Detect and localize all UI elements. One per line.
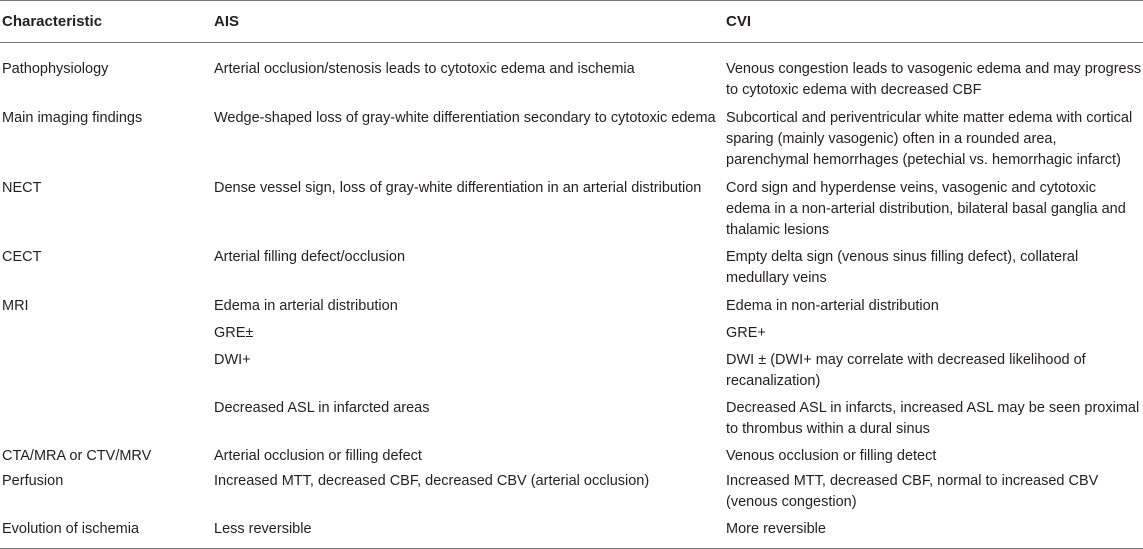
row-characteristic: Main imaging findings bbox=[2, 110, 143, 126]
header-ais: AIS bbox=[214, 1, 726, 43]
table-row bbox=[0, 317, 1143, 344]
table-header bbox=[0, 1, 1143, 43]
table-row bbox=[0, 43, 1143, 102]
row-ais: Decreased ASL in infarcted areas bbox=[214, 400, 430, 416]
table-row bbox=[0, 467, 1143, 515]
row-ais: GRE± bbox=[214, 325, 254, 341]
row-characteristic bbox=[0, 317, 214, 344]
row-cvi: Empty delta sign (venous sinus filling defect), collateral medullary veins bbox=[726, 249, 1079, 286]
row-ais: Dense vessel sign, loss of gray-white differentiation in an arterial distribution bbox=[214, 180, 702, 196]
row-ais: Arterial occlusion or filling defect bbox=[214, 448, 422, 464]
header-characteristic: Characteristic bbox=[0, 1, 214, 43]
row-characteristic: MRI bbox=[2, 298, 29, 314]
row-characteristic: CTA/MRA or CTV/MRV bbox=[2, 448, 152, 464]
row-ais: Arterial occlusion/stenosis leads to cytotoxic edema and ischemia bbox=[214, 61, 635, 77]
row-cvi: Decreased ASL in infarcts, increased ASL may be seen proximal to thrombus within a dural sinus bbox=[726, 400, 1140, 437]
row-ais: Increased MTT, decreased CBF, decreased CBV (arterial occlusion) bbox=[214, 473, 650, 489]
table-row bbox=[0, 392, 1143, 440]
row-cvi: Subcortical and periventricular white matter edema with cortical sparing (mainly vasogenic) often in a rounded area, parenchymal hemorrhages (petechial vs. hemorrhagic infarct) bbox=[726, 110, 1133, 168]
header-cvi: CVI bbox=[726, 1, 1143, 43]
table-row bbox=[0, 241, 1143, 290]
row-ais: Wedge-shaped loss of gray-white differentiation secondary to cytotoxic edema bbox=[214, 110, 716, 126]
row-characteristic bbox=[0, 344, 214, 392]
row-ais: DWI+ bbox=[214, 352, 251, 368]
table-row bbox=[0, 171, 1143, 241]
row-cvi: Venous occlusion or filling detect bbox=[726, 448, 937, 464]
row-characteristic bbox=[0, 392, 214, 440]
row-characteristic: Perfusion bbox=[2, 473, 64, 489]
row-ais: Arterial filling defect/occlusion bbox=[214, 249, 406, 265]
row-cvi: Venous congestion leads to vasogenic edema and may progress to cytotoxic edema with decreased CBF bbox=[726, 61, 1142, 98]
table-row bbox=[0, 101, 1143, 171]
row-cvi: DWI ± (DWI+ may correlate with decreased likelihood of recanalization) bbox=[726, 352, 1086, 389]
table-body bbox=[0, 43, 1143, 549]
table-row bbox=[0, 515, 1143, 548]
row-characteristic: CECT bbox=[2, 249, 42, 265]
table-row bbox=[0, 440, 1143, 467]
row-cvi: GRE+ bbox=[726, 325, 766, 341]
row-ais: Less reversible bbox=[214, 515, 726, 548]
row-cvi: Increased MTT, decreased CBF, normal to increased CBV (venous congestion) bbox=[726, 473, 1099, 510]
table-row bbox=[0, 290, 1143, 317]
row-characteristic: NECT bbox=[2, 180, 42, 196]
row-cvi: Edema in non-arterial distribution bbox=[726, 298, 939, 314]
row-cvi: Cord sign and hyperdense veins, vasogenic and cytotoxic edema in a non-arterial distribution, bilateral basal ganglia and thalamic lesions bbox=[726, 180, 1126, 238]
table-row bbox=[0, 344, 1143, 392]
row-ais: Edema in arterial distribution bbox=[214, 298, 398, 314]
row-cvi: More reversible bbox=[726, 515, 1143, 548]
row-characteristic: Pathophysiology bbox=[2, 61, 109, 77]
row-characteristic: Evolution of ischemia bbox=[0, 515, 214, 548]
